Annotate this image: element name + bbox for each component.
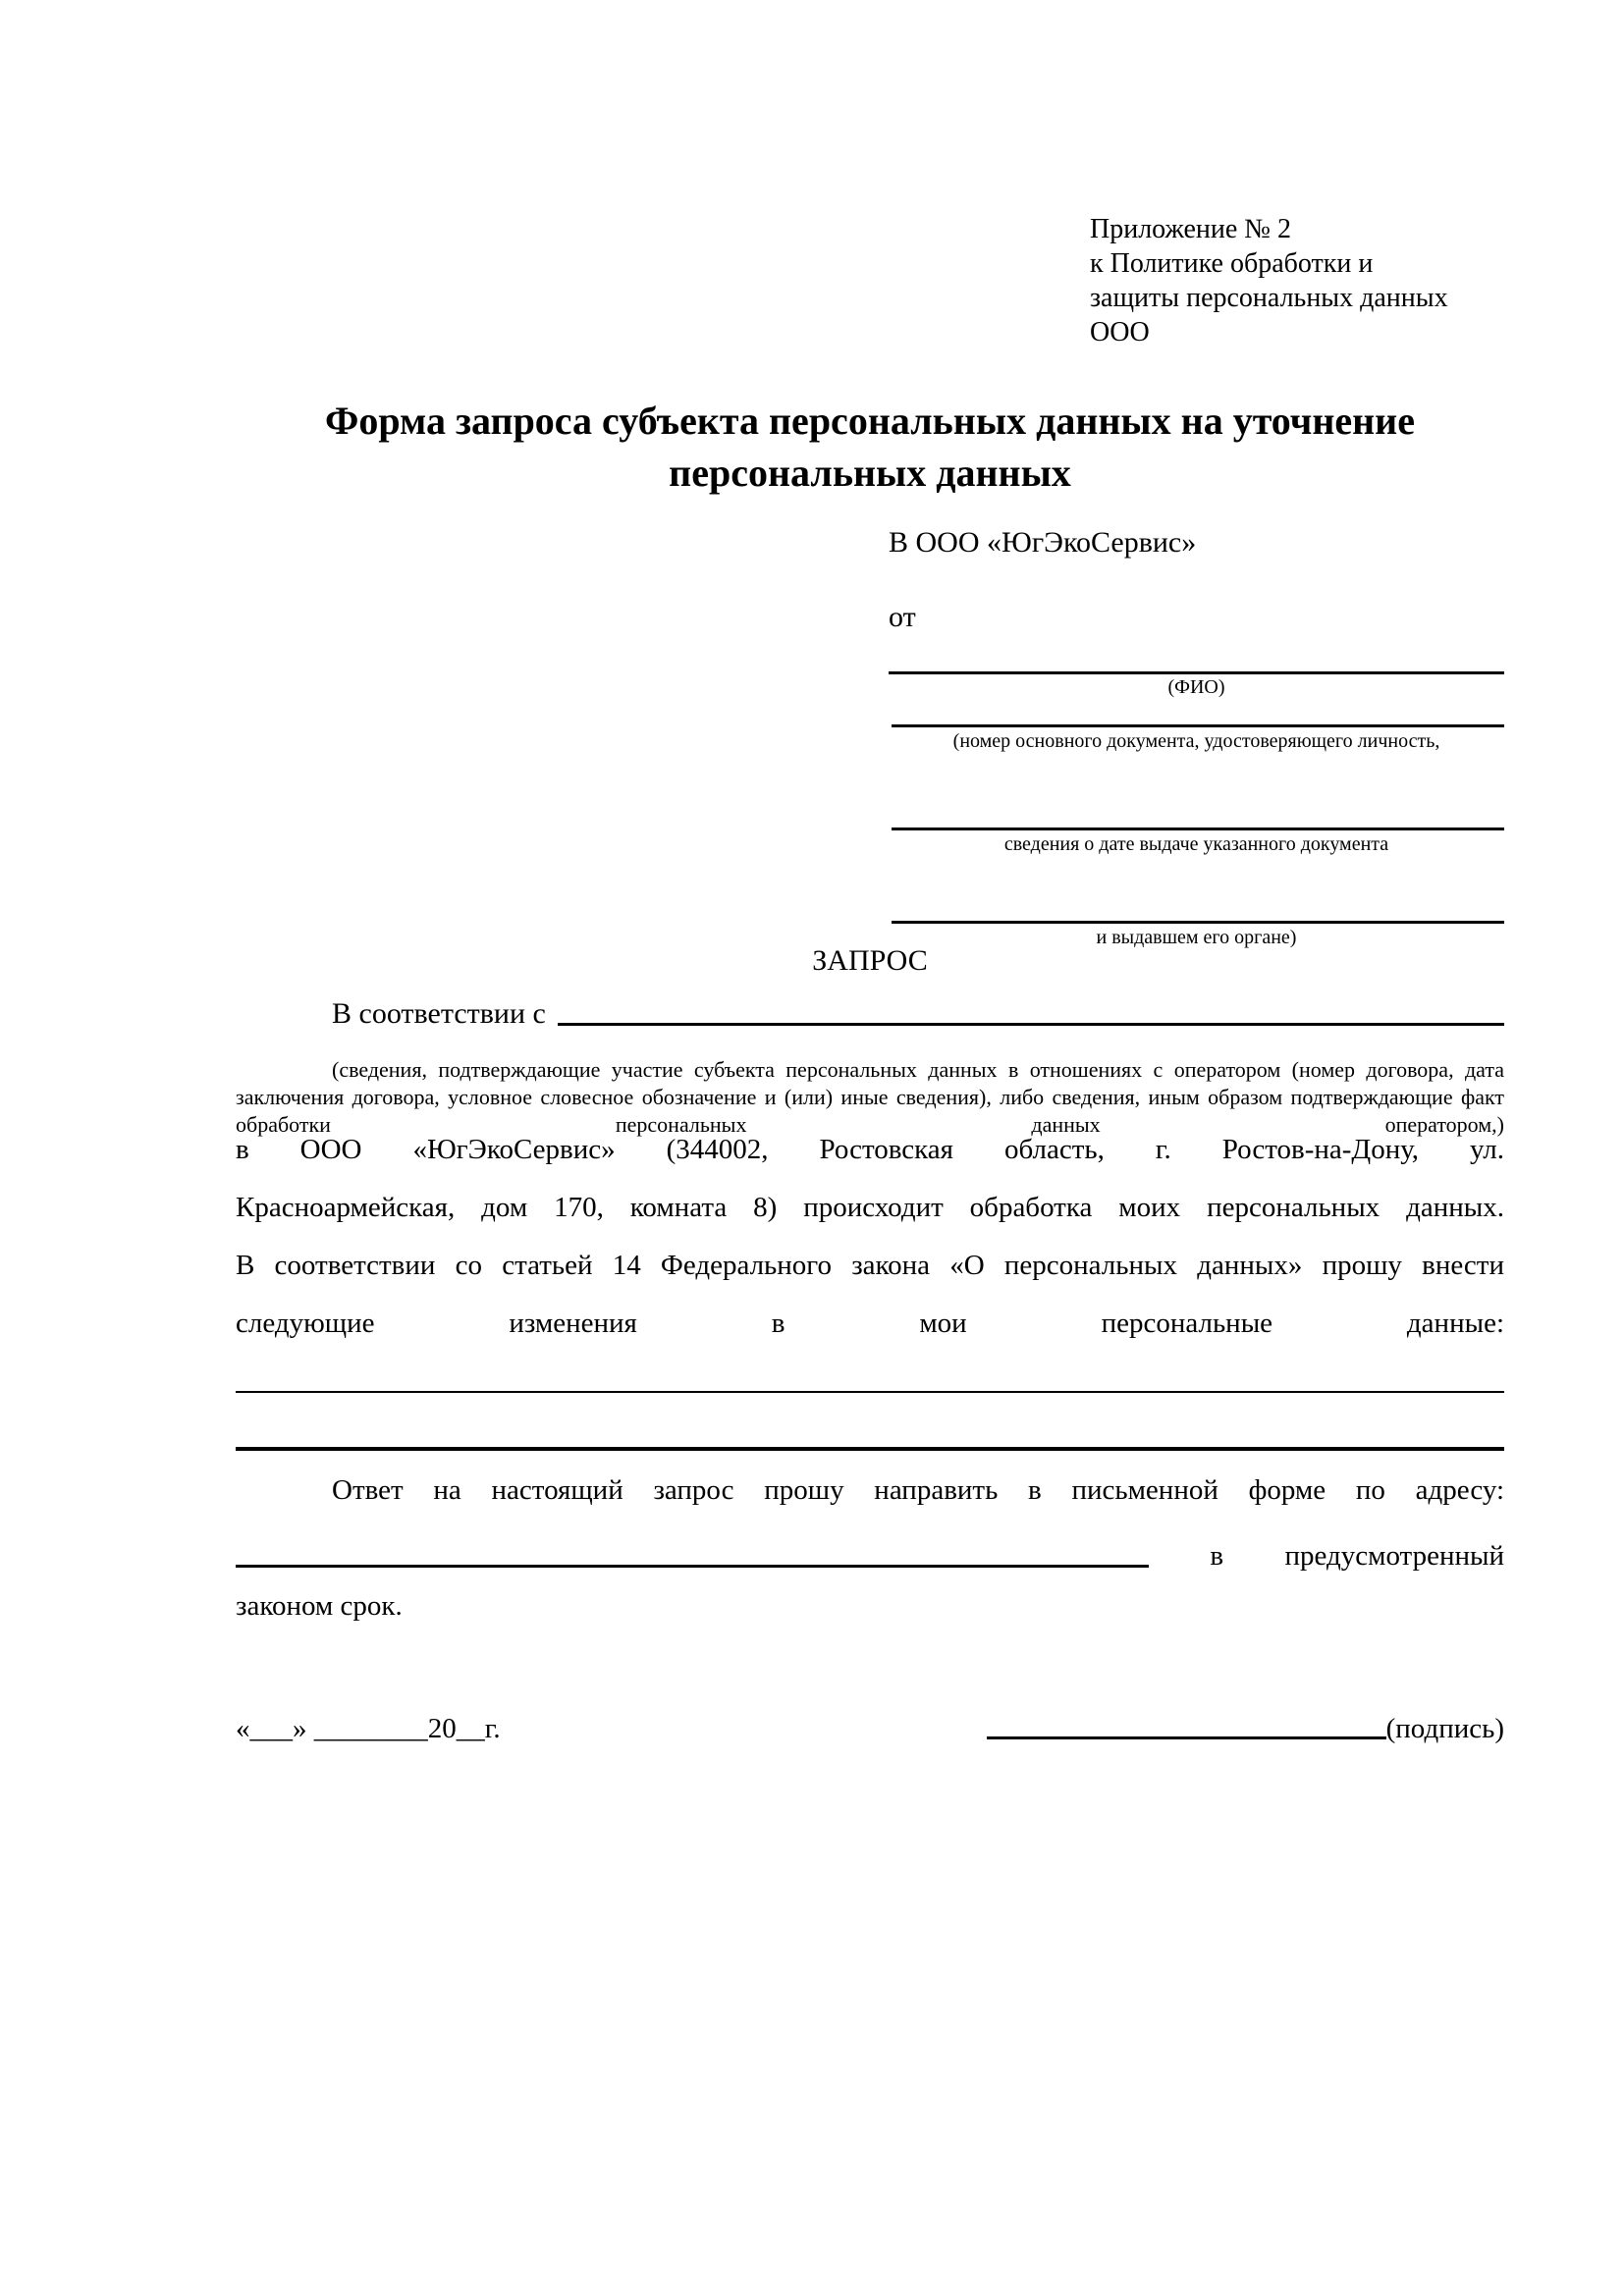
document-title: Форма запроса субъекта персональных данных на уточнение персональных данных xyxy=(325,399,1415,495)
signature-caption: (подпись) xyxy=(1385,1713,1504,1744)
according-blank-line xyxy=(558,1023,1504,1026)
address-blank-line xyxy=(236,1565,1149,1568)
small-print-line: обработки персональных данных оператором,) xyxy=(236,1112,1504,1137)
fio-blank-line xyxy=(889,671,1504,674)
response-text: Ответ на настоящий запрос прошу направить в письменной форме по адресу: xyxy=(332,1474,1504,1506)
document-number-caption: (номер основного документа, удостоверяющего личность, xyxy=(952,730,1440,752)
body-paragraph xyxy=(236,1121,1504,1353)
date-signature-row xyxy=(236,1702,1504,1745)
appendix-line: к Политике обработки и xyxy=(1090,248,1374,279)
response-paragraph-line-1 xyxy=(236,1474,1504,1507)
issuer-caption: и выдавшем его органе) xyxy=(1096,927,1297,948)
appendix-line: Приложение № 2 xyxy=(1090,214,1291,244)
signature-group xyxy=(987,1713,1504,1745)
appendix-reference-block xyxy=(1090,212,1512,349)
body-line: в ООО «ЮгЭкоСервис» (344002, Ростовская область, г. Ростов-на-Дону, ул. xyxy=(236,1134,1504,1165)
body-line: следующие изменения в мои персональные данные: xyxy=(236,1308,1504,1339)
body-line: В соответствии со статьей 14 Федерального закона «О персональных данных» прошу внести xyxy=(236,1250,1504,1281)
issue-date-blank-line xyxy=(892,828,1504,830)
addressee-from-label: от xyxy=(889,601,916,633)
according-lead-text: В соответствии с xyxy=(332,997,546,1030)
according-row xyxy=(236,997,1504,1031)
date-blank-text: «___» ________20__г. xyxy=(236,1713,501,1744)
addressee-organization: В ООО «ЮгЭкоСервис» xyxy=(889,526,1197,559)
appendix-line: ООО xyxy=(1090,317,1150,347)
body-line: Красноармейская, дом 170, комната 8) происходит обработка моих персональных данных. xyxy=(236,1192,1504,1223)
changes-blank-line-2 xyxy=(236,1447,1504,1451)
document-number-blank-line xyxy=(892,724,1504,727)
appendix-line: защиты персональных данных xyxy=(1090,283,1448,313)
response-word: предусмотренный xyxy=(1284,1540,1504,1572)
fio-blank-caption: (ФИО) xyxy=(1167,676,1225,698)
issuer-blank-line xyxy=(892,921,1504,924)
changes-blank-line-1 xyxy=(236,1391,1504,1393)
response-paragraph-line-3: законом срок. xyxy=(236,1590,403,1622)
small-print-line: заключения договора, условное словесное обозначение и (или) иные сведения), либо сведения, иным образом подтверждающие факт xyxy=(236,1085,1504,1109)
small-print-line: (сведения, подтверждающие участие субъекта персональных данных в отношениях с оператором (номер договора, дата xyxy=(332,1057,1504,1082)
signature-blank-line xyxy=(987,1736,1386,1739)
response-word: в xyxy=(1210,1540,1224,1572)
response-paragraph-line-2 xyxy=(236,1527,1504,1573)
issue-date-caption: сведения о дате выдаче указанного документа xyxy=(1003,833,1389,855)
request-heading: ЗАПРОС xyxy=(812,944,928,977)
